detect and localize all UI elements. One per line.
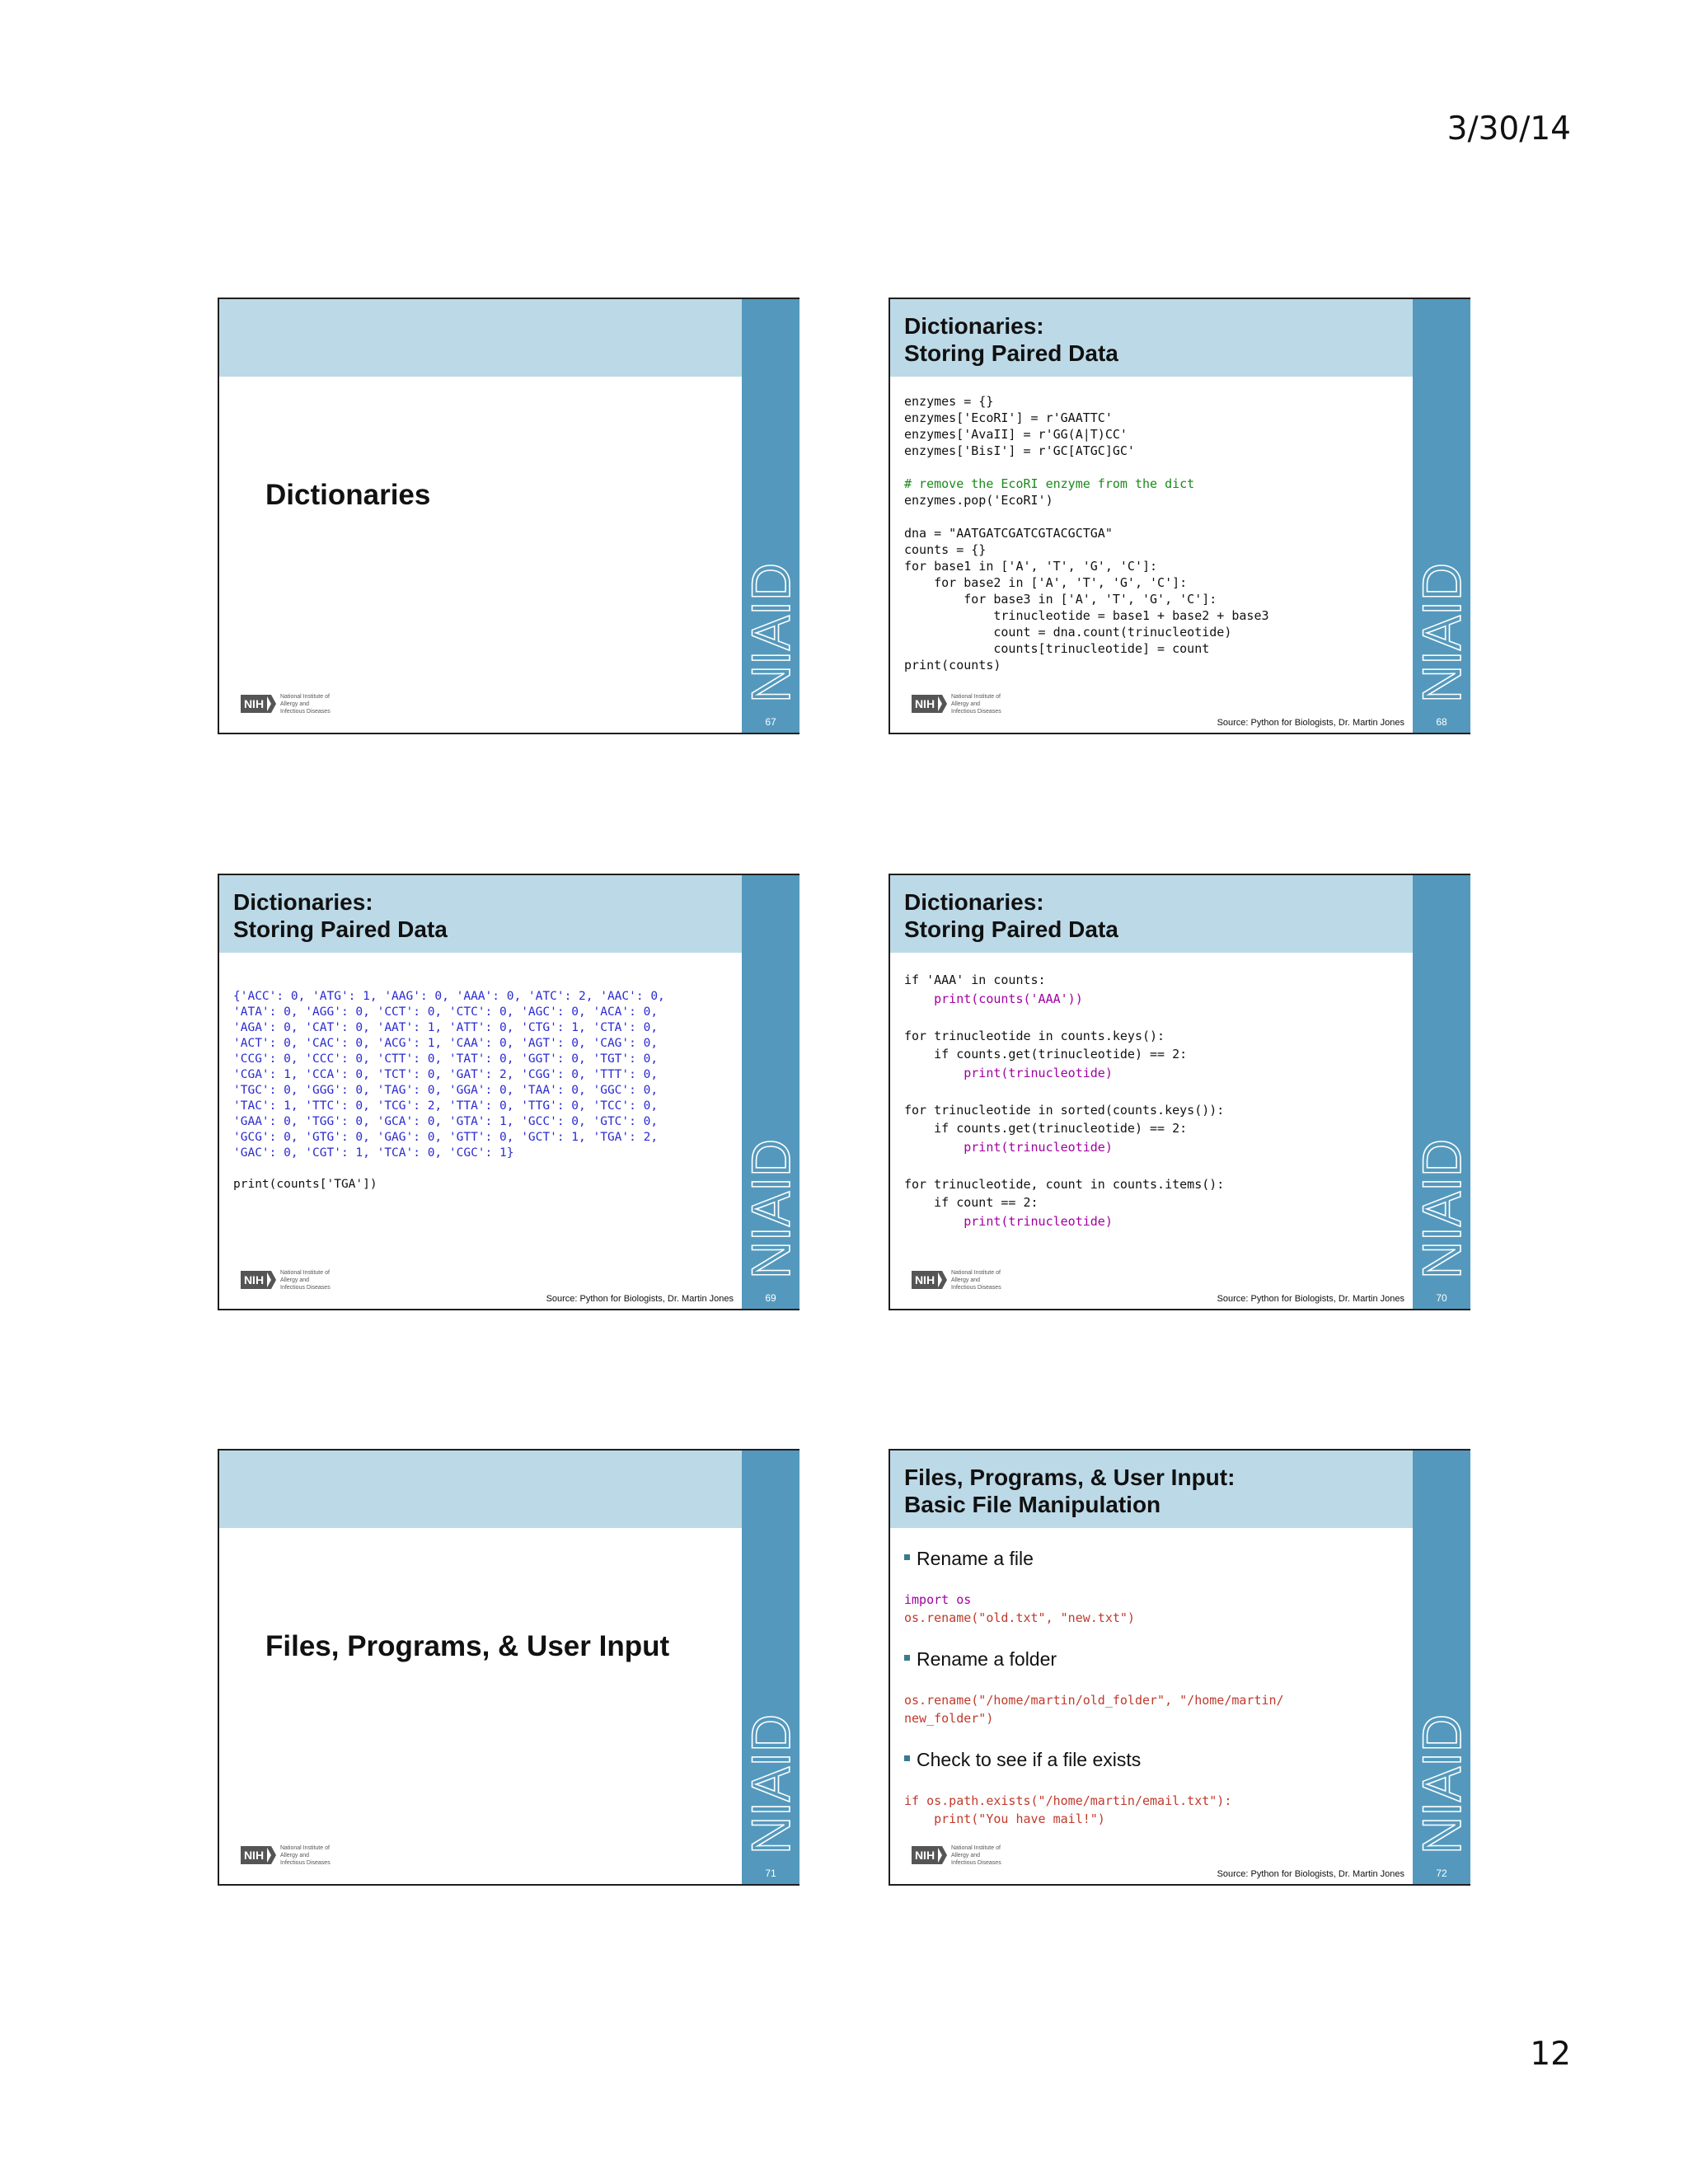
page-number: 12	[1530, 2036, 1571, 2073]
code-block: import os os.rename("old.txt", "new.txt")	[904, 1592, 1135, 1625]
slide-source: Source: Python for Biologists, Dr. Martin Jones	[1217, 1294, 1404, 1304]
slide-header-band	[890, 299, 1413, 377]
slide-72	[889, 1449, 1470, 1886]
bullet-item: Check to see if a file exists	[904, 1749, 1141, 1771]
nih-logo: NIH National Institute of Allergy and Infectious Diseases	[912, 1268, 1019, 1292]
nih-logo: NIH National Institute of Allergy and Infectious Diseases	[241, 691, 348, 716]
nih-logo: NIH National Institute of Allergy and Infectious Diseases	[241, 1268, 348, 1292]
niaid-sidebar	[742, 875, 799, 1309]
niaid-sidebar	[1413, 299, 1470, 733]
slide-67	[218, 298, 799, 734]
code-block: os.rename("/home/martin/old_folder", "/home/martin/ new_folder")	[904, 1693, 1284, 1726]
slide-71	[218, 1449, 799, 1886]
code-block: enzymes = {} enzymes['EcoRI'] = r'GAATTC' enzymes['AvaII] = r'GG(A|T)CC' enzymes['BisI'] = r'GC[ATGC]GC' # remove the EcoRI enzyme from the dict enzymes.pop('EcoRI') dna = "AATGATCGATCGTACGCTGA" counts = {} for base1 in ['A', 'T', 'G', 'C']: for base2 in ['A', 'T', 'G', 'C']: for base3 in ['A', 'T', 'G', 'C']: trinucleotide = base1 + base2 + base3 count = dna.count(trinucleotide) counts[trinucleotide] = count print(counts)	[904, 394, 1269, 673]
slide-header-band	[219, 299, 742, 377]
niaid-logo	[740, 1708, 801, 1858]
slide-68	[889, 298, 1470, 734]
nih-logo: NIH National Institute of Allergy and Infectious Diseases	[241, 1843, 348, 1868]
slide-title: Dictionaries: Storing Paired Data	[904, 889, 1118, 942]
niaid-logo	[1411, 1708, 1472, 1858]
slide-source: Source: Python for Biologists, Dr. Martin Jones	[1217, 1869, 1404, 1879]
slide-number: 69	[765, 1292, 776, 1304]
slide-header-band	[219, 875, 742, 953]
slide-number: 70	[1436, 1292, 1447, 1304]
page-date: 3/30/14	[1447, 110, 1571, 148]
slide-number: 68	[1436, 716, 1447, 728]
svg-text:NIAID: NIAID	[1411, 557, 1472, 703]
code-block: {'ACC': 0, 'ATG': 1, 'AAG': 0, 'AAA': 0, 'ATC': 2, 'AAC': 0, 'ATA': 0, 'AGG': 0, 'CCT': 0, 'CTC': 0, 'AGC': 0, 'ACA': 0, 'AGA': 0, 'CAT': 0, 'AAT': 1, 'ATT': 0, 'CTG': 1, 'CTA': 0, 'ACT': 0, 'CAC': 0, 'ACG': 1, 'CAA': 0, 'AGT': 0, 'CAG': 0, 'CCG': 0, 'CCC': 0, 'CTT': 0, 'TAT': 0, 'GGT': 0, 'TGT': 0, 'CGA': 1, 'CCA': 0, 'TCT': 0, 'GAT': 2, 'CGG': 0, 'TTT': 0, 'TGC': 0, 'GGG': 0, 'TAG': 0, 'GGA': 0, 'TAA': 0, 'GGC': 0, 'TAC': 1, 'TTC': 0, 'TCG': 2, 'TTA': 0, 'TTG': 0, 'TCC': 0, 'GAA': 0, 'TGG': 0, 'GCA': 0, 'GTA': 1, 'GCC': 0, 'GTC': 0, 'GCG': 0, 'GTG': 0, 'GAG': 0, 'GTT': 0, 'GCT': 1, 'TGA': 2, 'GAC': 0, 'CGT': 1, 'TCA': 0, 'CGC': 1} print(counts['TGA'])	[233, 990, 665, 1191]
svg-text:NIAID: NIAID	[740, 1133, 801, 1279]
niaid-logo	[1411, 557, 1472, 706]
nih-logo: NIH National Institute of Allergy and Infectious Diseases	[912, 691, 1019, 716]
svg-text:NIAID: NIAID	[1411, 1708, 1472, 1854]
svg-text:NIAID: NIAID	[1411, 1133, 1472, 1279]
niaid-sidebar	[742, 299, 799, 733]
slide-source: Source: Python for Biologists, Dr. Martin Jones	[1217, 718, 1404, 728]
slide-header-band	[219, 1451, 742, 1528]
svg-text:NIAID: NIAID	[740, 557, 801, 703]
bullet-item: Rename a file	[904, 1548, 1034, 1570]
code-block: if 'AAA' in counts: print(counts('AAA')) for trinucleotide in counts.keys(): if counts.get(trinucleotide) == 2: print(trinucleotide) for trinucleotide in sorted(counts.keys()): if counts.get(trinucleotide) == 2: print(trinucleotide) for trinucleotide, count in counts.items(): if count == 2: print(trinucleotide)	[904, 972, 1225, 1229]
slide-header-band	[890, 1451, 1413, 1528]
niaid-logo	[740, 1133, 801, 1282]
niaid-sidebar	[742, 1451, 799, 1884]
slide-title: Dictionaries: Storing Paired Data	[233, 889, 448, 942]
niaid-sidebar	[1413, 875, 1470, 1309]
slide-title: Files, Programs, & User Input	[265, 1630, 670, 1662]
slide-title: Dictionaries: Storing Paired Data	[904, 313, 1118, 366]
nih-logo: NIH National Institute of Allergy and Infectious Diseases	[912, 1843, 1019, 1868]
svg-text:NIAID: NIAID	[740, 1708, 801, 1854]
slide-number: 72	[1436, 1868, 1447, 1879]
slide-70	[889, 874, 1470, 1310]
slide-number: 71	[765, 1868, 776, 1879]
niaid-sidebar	[1413, 1451, 1470, 1884]
slide-source: Source: Python for Biologists, Dr. Martin Jones	[546, 1294, 734, 1304]
slide-title: Files, Programs, & User Input: Basic File Manipulation	[904, 1465, 1236, 1517]
slide-number: 67	[765, 716, 776, 728]
slide-title: Dictionaries	[265, 479, 431, 511]
bullet-item: Rename a folder	[904, 1648, 1057, 1671]
slide-69	[218, 874, 799, 1310]
niaid-logo	[1411, 1133, 1472, 1282]
niaid-logo	[740, 557, 801, 706]
code-block: if os.path.exists("/home/martin/email.txt"): print("You have mail!")	[904, 1793, 1232, 1826]
slide-header-band	[890, 875, 1413, 953]
